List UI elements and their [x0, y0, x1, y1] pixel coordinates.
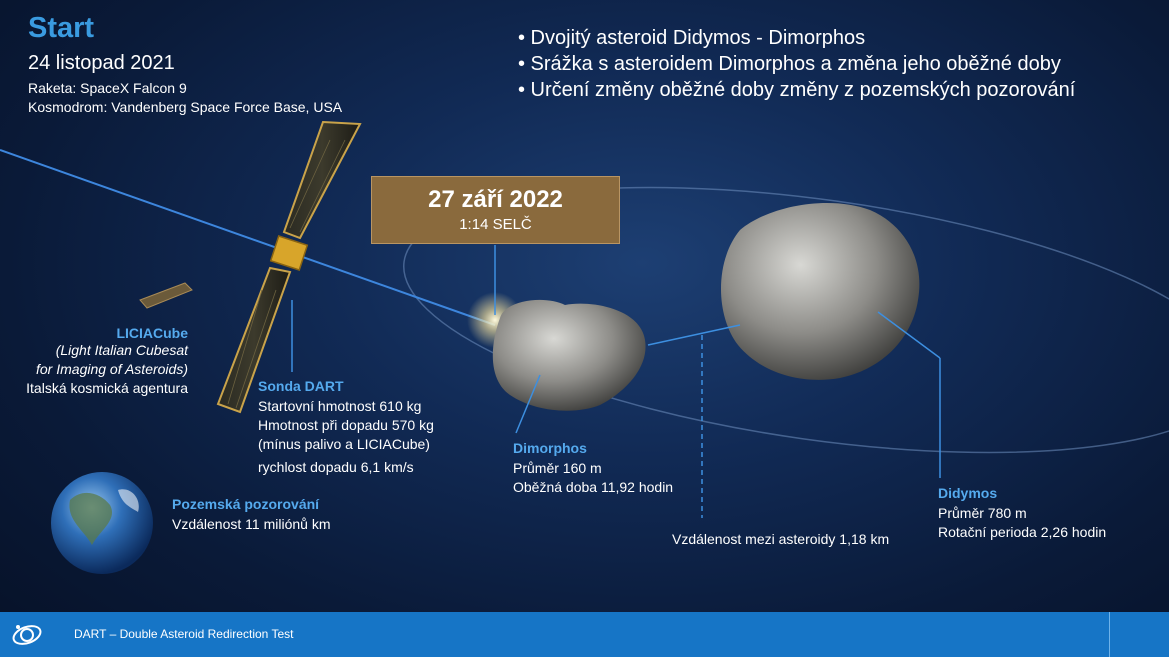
bullet-3: • Určení změny oběžné doby změny z pozemských pozorování [518, 79, 1076, 101]
dart-name: Sonda DART [258, 378, 344, 394]
earth-distance: Vzdálenost 11 miliónů km [172, 516, 331, 532]
liciacube-line2: for Imaging of Asteroids) [36, 361, 188, 377]
didymos-name: Didymos [938, 485, 998, 501]
dart-line1: Startovní hmotnost 610 kg [258, 398, 422, 414]
dart-line4: rychlost dopadu 6,1 km/s [258, 459, 414, 475]
didymos-info [938, 485, 1106, 542]
dart-spacecraft [218, 122, 360, 412]
launch-site-label: Kosmodrom: Vandenberg Space Force Base, USA [28, 99, 343, 115]
dimorphos-info [513, 440, 673, 497]
impact-date-box [371, 176, 620, 244]
footer-bar [0, 612, 1169, 657]
dimorphos-name: Dimorphos [513, 440, 587, 456]
dimorphos-period: Oběžná doba 11,92 hodin [513, 479, 674, 495]
dart-line3: (mínus palivo a LICIACube) [258, 436, 430, 452]
dart-info [258, 378, 434, 477]
dimorphos-diameter: Průměr 160 m [513, 460, 602, 476]
launch-date: 24 listopad 2021 [28, 52, 175, 74]
impact-date: 27 září 2022 [428, 186, 563, 213]
logo-icon [10, 619, 44, 649]
dimorphos-asteroid [493, 300, 646, 411]
footer-divider [1109, 612, 1110, 657]
rocket-label: Raketa: SpaceX Falcon 9 [28, 80, 187, 96]
earth-name: Pozemská pozorování [172, 496, 320, 512]
earth-info [172, 496, 330, 534]
liciacube-info [0, 325, 188, 398]
didymos-asteroid [721, 203, 919, 380]
footer-label: DART – Double Asteroid Redirection Test [74, 627, 294, 641]
dart-line2: Hmotnost při dopadu 570 kg [258, 417, 434, 433]
liciacube-agency: Italská kosmická agentura [26, 380, 188, 396]
didymos-diameter: Průměr 780 m [938, 505, 1027, 521]
bullet-1: • Dvojitý asteroid Didymos - Dimorphos [518, 27, 866, 49]
bullet-2: • Srážka s asteroidem Dimorphos a změna jeho oběžné doby [518, 53, 1061, 75]
liciacube-satellite [140, 283, 192, 308]
didymos-rotation: Rotační perioda 2,26 hodin [938, 524, 1107, 540]
liciacube-line1: (Light Italian Cubesat [55, 342, 188, 358]
page-title: Start [28, 12, 95, 44]
impact-time: 1:14 SELČ [459, 216, 532, 233]
liciacube-name: LICIACube [116, 325, 188, 341]
separation-label: Vzdálenost mezi asteroidy 1,18 km [672, 531, 890, 547]
